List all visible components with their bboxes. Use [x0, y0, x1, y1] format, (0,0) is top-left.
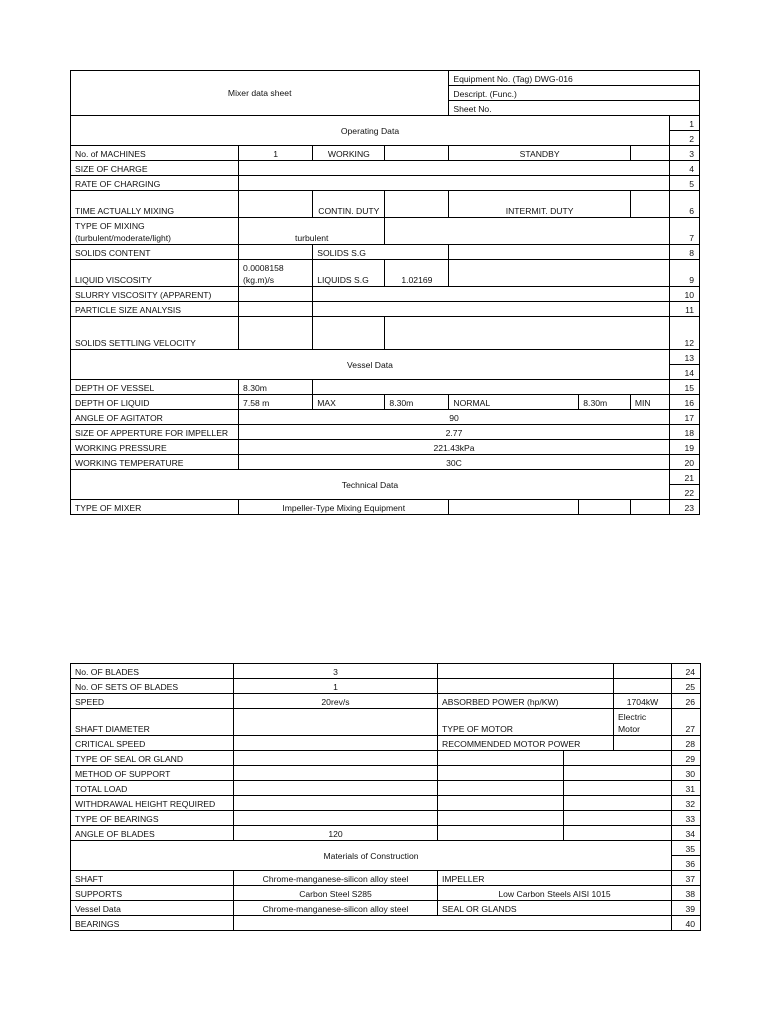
section-technical-data: Technical Data — [71, 470, 670, 500]
critical-speed-label: CRITICAL SPEED — [71, 736, 234, 751]
row-number: 34 — [672, 826, 701, 841]
time-mixing-value — [239, 191, 313, 218]
row-number: 13 — [669, 350, 699, 365]
solids-content-label: SOLIDS CONTENT — [71, 245, 239, 260]
withdrawal-label: WITHDRAWAL HEIGHT REQUIRED — [71, 796, 234, 811]
method-support-value — [234, 766, 438, 781]
angle-agitator-value: 90 — [239, 410, 670, 425]
recommended-power-label: RECOMMENDED MOTOR POWER — [438, 736, 614, 751]
apperture-label: SIZE OF APPERTURE FOR IMPELLER — [71, 425, 239, 440]
angle-blades-label: ANGLE OF BLADES — [71, 826, 234, 841]
section-operating-data: Operating Data — [71, 116, 670, 146]
row-number: 32 — [672, 796, 701, 811]
contin-duty-label: CONTIN. DUTY — [313, 191, 385, 218]
liquids-sg-value: 1.02169 — [385, 260, 449, 287]
particle-size-extra — [313, 302, 670, 317]
shaft-material-value: Chrome-manganese-silicon alloy steel — [234, 871, 438, 886]
row-number: 11 — [669, 302, 699, 317]
rate-of-charging-value — [239, 176, 670, 191]
apperture-value: 2.77 — [239, 425, 670, 440]
type-of-mixing-title: TYPE OF MIXING — [75, 221, 145, 231]
type-of-mixer-label: TYPE OF MIXER — [71, 500, 239, 515]
row-number: 19 — [669, 440, 699, 455]
row-number: 38 — [672, 886, 701, 901]
working-label: WORKING — [313, 146, 385, 161]
type-of-mixer-extra-a — [449, 500, 579, 515]
depth-vessel-label: DEPTH OF VESSEL — [71, 380, 239, 395]
row-number: 17 — [669, 410, 699, 425]
bearings-type-label: TYPE OF BEARINGS — [71, 811, 234, 826]
type-of-motor-label: TYPE OF MOTOR — [438, 709, 614, 736]
working-value — [385, 146, 449, 161]
shaft-label: SHAFT — [71, 871, 234, 886]
max-label: MAX — [313, 395, 385, 410]
depth-liquid-value: 7.58 m — [239, 395, 313, 410]
settling-velocity-label: SOLIDS SETTLING VELOCITY — [71, 317, 239, 350]
recommended-power-value — [614, 736, 672, 751]
seal-gland-extra-b — [564, 751, 672, 766]
machines-value: 1 — [239, 146, 313, 161]
sheet-no-label: Sheet No. — [449, 101, 700, 116]
min-label: MIN — [630, 395, 669, 410]
row-number: 9 — [669, 260, 699, 287]
row-number: 7 — [669, 218, 699, 245]
row-number: 40 — [672, 916, 701, 931]
sets-blades-extra — [438, 679, 614, 694]
row-number: 24 — [672, 664, 701, 679]
row-number: 14 — [669, 365, 699, 380]
shaft-diameter-value — [234, 709, 438, 736]
seal-gland-value — [234, 751, 438, 766]
temperature-label: WORKING TEMPERATURE — [71, 455, 239, 470]
row-number: 1 — [669, 116, 699, 131]
total-load-extra-a — [438, 781, 564, 796]
critical-speed-value — [234, 736, 438, 751]
withdrawal-value — [234, 796, 438, 811]
row-number: 25 — [672, 679, 701, 694]
method-support-extra-b — [564, 766, 672, 781]
descript-label: Descript. (Func.) — [449, 86, 700, 101]
type-of-mixing-value: turbulent — [239, 218, 385, 245]
normal-value: 8.30m — [579, 395, 631, 410]
max-value: 8.30m — [385, 395, 449, 410]
type-of-mixing-extra — [385, 218, 670, 245]
standby-label: STANDBY — [449, 146, 630, 161]
row-number: 8 — [669, 245, 699, 260]
slurry-viscosity-extra — [313, 287, 670, 302]
depth-vessel-extra — [313, 380, 670, 395]
pressure-label: WORKING PRESSURE — [71, 440, 239, 455]
sets-blades-label: No. OF SETS OF BLADES — [71, 679, 234, 694]
absorbed-power-value: 1704kW — [614, 694, 672, 709]
size-of-charge-value — [239, 161, 670, 176]
row-number: 22 — [669, 485, 699, 500]
row-number: 16 — [669, 395, 699, 410]
solids-sg-label: SOLIDS S.G — [313, 245, 449, 260]
vessel-material-value: Chrome-manganese-silicon alloy steel — [234, 901, 438, 916]
time-mixing-label: TIME ACTUALLY MIXING — [71, 191, 239, 218]
equipment-no-label: Equipment No. (Tag) DWG-016 — [449, 71, 700, 86]
vessel-data-label: Vessel Data — [71, 901, 234, 916]
intermit-duty-label: INTERMIT. DUTY — [449, 191, 630, 218]
type-of-mixer-extra-b — [579, 500, 631, 515]
row-number: 2 — [669, 131, 699, 146]
normal-label: NORMAL — [449, 395, 579, 410]
row-number: 27 — [672, 709, 701, 736]
row-number: 31 — [672, 781, 701, 796]
blades-extra-b — [614, 664, 672, 679]
angle-blades-extra-b — [564, 826, 672, 841]
angle-blades-extra-a — [438, 826, 564, 841]
impeller-label: IMPELLER — [438, 871, 672, 886]
liquid-viscosity-value — [239, 260, 313, 287]
row-number: 23 — [669, 500, 699, 515]
intermit-duty-value — [630, 191, 669, 218]
impeller-material-value: Low Carbon Steels AISI 1015 — [438, 886, 672, 901]
row-number: 33 — [672, 811, 701, 826]
bearings-label: BEARINGS — [71, 916, 234, 931]
liquid-viscosity-number: 0.0008158 — [243, 263, 284, 273]
row-number: 5 — [669, 176, 699, 191]
mixer-data-sheet-continued-table — [70, 663, 701, 931]
type-of-motor-value: Electric Motor — [614, 709, 672, 736]
row-number: 4 — [669, 161, 699, 176]
withdrawal-extra-a — [438, 796, 564, 811]
liquids-sg-extra — [449, 260, 670, 287]
row-number: 15 — [669, 380, 699, 395]
absorbed-power-label: ABSORBED POWER (hp/KW) — [438, 694, 614, 709]
type-of-mixer-value: Impeller-Type Mixing Equipment — [239, 500, 449, 515]
blades-extra — [438, 664, 614, 679]
shaft-diameter-label: SHAFT DIAMETER — [71, 709, 234, 736]
supports-value: Carbon Steel S285 — [234, 886, 438, 901]
settling-velocity-value — [239, 317, 313, 350]
seal-gland-label: TYPE OF SEAL OR GLAND — [71, 751, 234, 766]
sets-blades-extra-b — [614, 679, 672, 694]
row-number: 18 — [669, 425, 699, 440]
row-number: 21 — [669, 470, 699, 485]
depth-liquid-label: DEPTH OF LIQUID — [71, 395, 239, 410]
method-support-extra-a — [438, 766, 564, 781]
bearings-type-extra-a — [438, 811, 564, 826]
section-vessel-data: Vessel Data — [71, 350, 670, 380]
contin-duty-value — [385, 191, 449, 218]
solids-content-value — [239, 245, 313, 260]
type-of-mixer-extra-c — [630, 500, 669, 515]
sets-blades-value: 1 — [234, 679, 438, 694]
size-of-charge-label: SIZE OF CHARGE — [71, 161, 239, 176]
row-number: 20 — [669, 455, 699, 470]
seal-gland-extra-a — [438, 751, 564, 766]
slurry-viscosity-value — [239, 287, 313, 302]
liquids-sg-label: LIQUIDS S.G — [313, 260, 385, 287]
total-load-extra-b — [564, 781, 672, 796]
sheet-title: Mixer data sheet — [71, 71, 449, 116]
method-support-label: METHOD OF SUPPORT — [71, 766, 234, 781]
liquid-viscosity-unit: (kg.m)/s — [243, 275, 275, 285]
seal-glands-label: SEAL OR GLANDS — [438, 901, 672, 916]
temperature-value: 30C — [239, 455, 670, 470]
row-number: 29 — [672, 751, 701, 766]
machines-label: No. of MACHINES — [71, 146, 239, 161]
slurry-viscosity-label: SLURRY VISCOSITY (APPARENT) — [71, 287, 239, 302]
depth-vessel-value: 8.30m — [239, 380, 313, 395]
withdrawal-extra-b — [564, 796, 672, 811]
speed-value: 20rev/s — [234, 694, 438, 709]
row-number: 30 — [672, 766, 701, 781]
row-number: 3 — [669, 146, 699, 161]
bearings-type-value — [234, 811, 438, 826]
row-number: 39 — [672, 901, 701, 916]
bearings-type-extra-b — [564, 811, 672, 826]
blades-value: 3 — [234, 664, 438, 679]
mixer-data-sheet-table — [70, 70, 700, 515]
particle-size-label: PARTICLE SIZE ANALYSIS — [71, 302, 239, 317]
type-of-mixing-sub: (turbulent/moderate/light) — [75, 233, 172, 243]
type-of-mixing-label — [71, 218, 239, 245]
speed-label: SPEED — [71, 694, 234, 709]
row-number: 10 — [669, 287, 699, 302]
settling-velocity-extra-b — [385, 317, 670, 350]
particle-size-value — [239, 302, 313, 317]
row-number: 36 — [672, 856, 701, 871]
row-number: 35 — [672, 841, 701, 856]
standby-value — [630, 146, 669, 161]
angle-blades-value: 120 — [234, 826, 438, 841]
bearings-value — [234, 916, 672, 931]
total-load-label: TOTAL LOAD — [71, 781, 234, 796]
row-number: 28 — [672, 736, 701, 751]
pressure-value: 221.43kPa — [239, 440, 670, 455]
row-number: 12 — [669, 317, 699, 350]
row-number: 6 — [669, 191, 699, 218]
rate-of-charging-label: RATE OF CHARGING — [71, 176, 239, 191]
solids-sg-value — [449, 245, 670, 260]
blades-label: No. OF BLADES — [71, 664, 234, 679]
settling-velocity-extra-a — [313, 317, 385, 350]
row-number: 37 — [672, 871, 701, 886]
section-materials-of-construction: Materials of Construction — [71, 841, 672, 871]
supports-label: SUPPORTS — [71, 886, 234, 901]
liquid-viscosity-label: LIQUID VISCOSITY — [71, 260, 239, 287]
row-number: 26 — [672, 694, 701, 709]
total-load-value — [234, 781, 438, 796]
angle-agitator-label: ANGLE OF AGITATOR — [71, 410, 239, 425]
